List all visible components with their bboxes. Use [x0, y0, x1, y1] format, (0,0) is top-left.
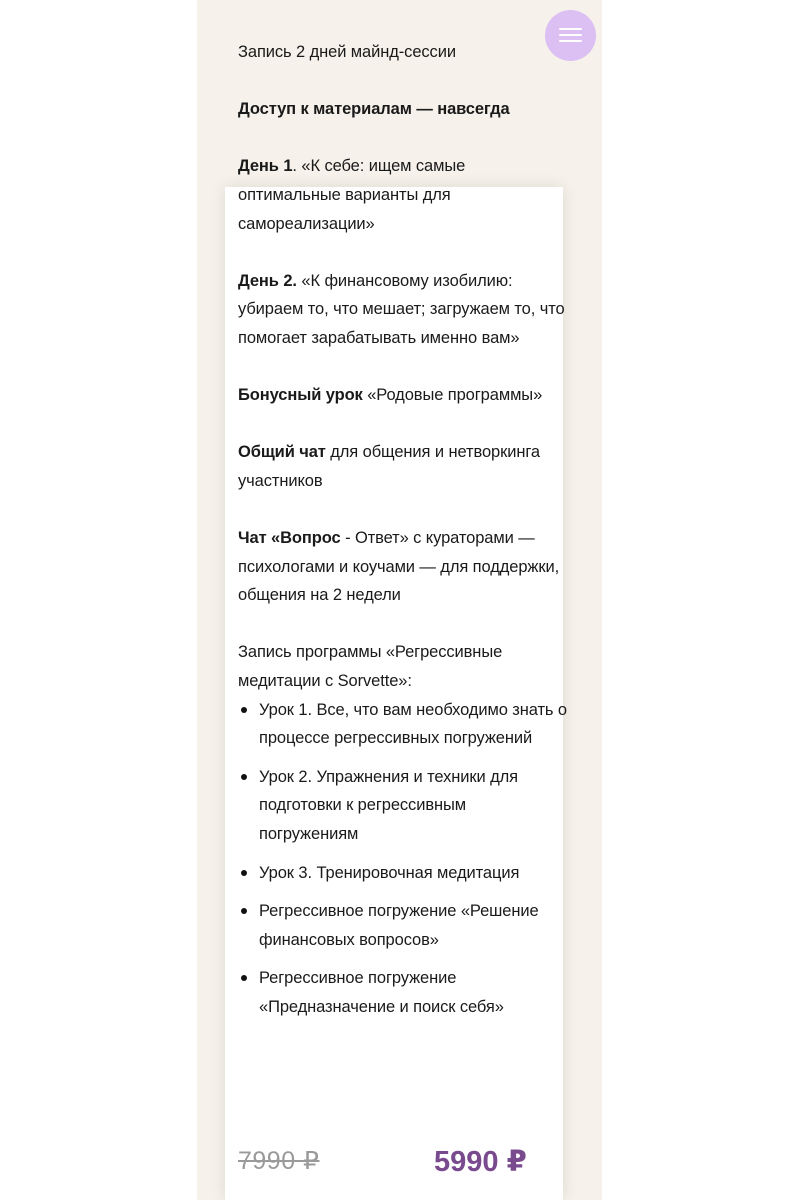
program-lessons-list [238, 696, 568, 1022]
day-2-text: «К финансовому изобилию: убираем то, что мешает; загружаем то, что помогает зарабатывать именно вам» [238, 271, 565, 347]
list-item: Регрессивное погружение «Решение финансовых вопросов» [238, 897, 568, 954]
old-price: 7990 ₽ [238, 1147, 320, 1175]
day-2-title: День 2. [238, 271, 297, 290]
record-text: Запись 2 дней майнд-сессии [238, 43, 456, 61]
list-item: Урок 2. Упражнения и техники для подготовки к регрессивным погружениям [238, 763, 568, 849]
qa-chat-title: Чат «Вопрос [238, 529, 341, 548]
list-item: Регрессивное погружение «Предназначение и поиск себя» [238, 964, 568, 1021]
hamburger-icon-line [559, 28, 582, 30]
program-title: Запись программы «Регрессивные медитации с Sorvette»: [238, 643, 503, 691]
common-chat [238, 438, 568, 495]
access-text [238, 95, 568, 124]
day-1 [238, 152, 568, 238]
hamburger-icon-line [559, 34, 582, 36]
access-title: Доступ к материалам — навсегда [238, 100, 510, 119]
day-1-text: . «К себе: ищем самые оптимальные варианты для самореализации» [238, 157, 466, 233]
day-2 [238, 267, 568, 353]
list-item: Урок 1. Все, что вам необходимо знать о процессе регрессивных погружений [238, 696, 568, 753]
qa-chat [238, 524, 568, 610]
chat-title: Общий чат [238, 443, 326, 462]
bonus-title: Бонусный урок [238, 386, 363, 405]
list-item: Урок 3. Тренировочная медитация [238, 859, 568, 888]
day-1-title: День 1 [238, 157, 293, 176]
bonus-text: «Родовые программы» [362, 386, 543, 405]
qa-chat-text: - Ответ» с кураторами — психологами и коучами — для поддержки, общения на 2 недели [238, 529, 560, 605]
bonus-lesson [238, 381, 568, 410]
chat-text: для общения и нетворкинга участников [238, 443, 540, 490]
course-contents [238, 38, 568, 1032]
new-price: 5990 ₽ [434, 1146, 527, 1178]
